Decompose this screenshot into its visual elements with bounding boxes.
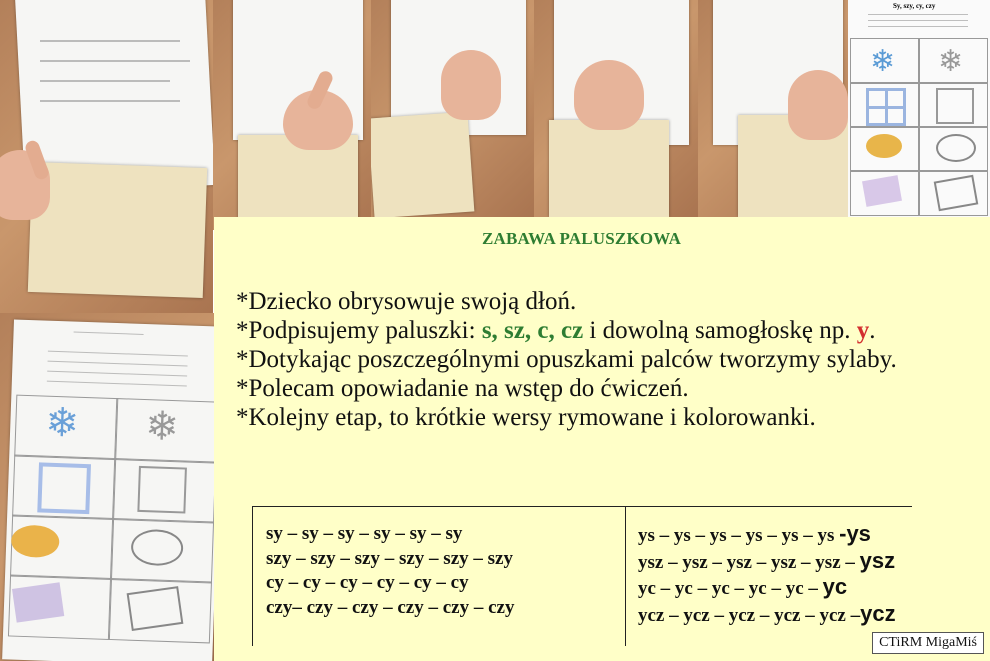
instruction-line-1: *Dziecko obrysowuje swoją dłoń. [236, 288, 577, 315]
instruction-line-2 [236, 316, 990, 345]
worksheet-image [848, 0, 990, 217]
instruction-panel [214, 217, 990, 661]
syllables-left-column [266, 522, 514, 620]
window-outline-icon [936, 88, 974, 124]
window-icon [37, 462, 91, 514]
window-outline-icon [137, 466, 187, 514]
syllable-row: sy – sy – sy – sy – sy – sy [266, 523, 463, 544]
syllable-row: czy– czy – czy – czy – czy – czy [266, 596, 515, 618]
syllable-row: ycz – ycz – ycz – ycz – ycz –ycz [638, 600, 896, 626]
snowflake-outline-icon: ❄ [938, 45, 964, 78]
photo-hand-tracing-5 [698, 0, 848, 217]
snowflake-icon: ❄ [44, 399, 80, 446]
snowflake-outline-icon: ❄ [144, 403, 180, 450]
book-outline-icon [127, 586, 184, 631]
instruction-line-2-end: . [869, 317, 876, 344]
photo-hand-tracing-3 [371, 0, 534, 217]
table-middle-rule [625, 506, 626, 646]
photo-hand-tracing-4 [534, 0, 698, 217]
instruction-line-5: *Kolejny etap, to krótkie wersy rymowane i kolorowanki. [236, 404, 816, 431]
photo-hand-tracing-1 [0, 0, 213, 313]
instruction-line-4: *Polecam opowiadanie na wstęp do ćwiczeń. [236, 375, 689, 402]
vowel-highlight: y [856, 317, 870, 344]
book-icon [12, 582, 64, 622]
syllables-right-column [638, 522, 896, 628]
window-icon [866, 88, 906, 126]
instruction-line-3: *Dotykając poszczególnymi opuszkami palców tworzymy sylaby. [236, 346, 897, 373]
instruction-line-2-mid: i dowolną samogłoskę np. [583, 317, 857, 344]
table-top-rule [252, 506, 912, 507]
syllable-row: ys – ys – ys – ys – ys – ys -ys [638, 521, 871, 546]
photo-worksheet-coloring [0, 313, 214, 661]
syllable-row: ysz – ysz – ysz – ysz – ysz – ysz [638, 547, 896, 573]
instruction-line-2-pre: *Podpisujemy paluszki: [236, 317, 482, 344]
syllable-row: cy – cy – cy – cy – cy – cy [266, 572, 469, 593]
letters-highlight: s, sz, c, cz [481, 317, 584, 344]
panel-title: ZABAWA PALUSZKOWA [482, 229, 682, 248]
lemon-outline-icon [936, 134, 976, 162]
credit-label: CTiRM MigaMiś [872, 632, 984, 654]
syllable-table [252, 506, 912, 646]
instructions [236, 287, 990, 432]
snowflake-icon: ❄ [870, 45, 896, 78]
table-left-rule [252, 506, 253, 646]
syllable-row: yc – yc – yc – yc – yc – yc [638, 574, 848, 599]
lemon-icon [866, 134, 902, 158]
worksheet-title: Sy, szy, cy, czy [893, 2, 936, 10]
syllable-row: szy – szy – szy – szy – szy – szy [266, 547, 513, 569]
photo-hand-tracing-2 [213, 0, 371, 230]
